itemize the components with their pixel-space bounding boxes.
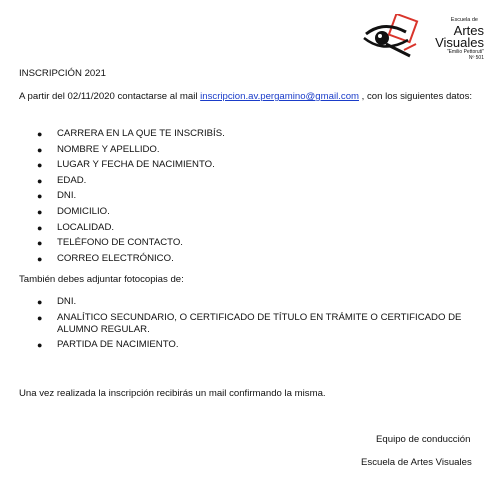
list-item-text: LUGAR Y FECHA DE NACIMIENTO. — [57, 159, 215, 171]
closing-paragraph: Una vez realizada la inscripción recibirás un mail confirmando la misma. — [19, 388, 326, 399]
list-item — [19, 339, 477, 355]
bullet-icon: ● — [37, 339, 43, 350]
logo-number-text: Nº 501 — [468, 54, 484, 61]
bullet-icon: ● — [37, 222, 43, 233]
bullet-icon: ● — [37, 129, 43, 139]
list-item-text: NOMBRE Y APELLIDO. — [57, 143, 160, 155]
list-item-text: CORREO ELECTRÓNICO. — [57, 252, 174, 264]
school-logo — [362, 14, 484, 64]
intro-paragraph — [19, 91, 479, 104]
logo-artes-text: Artes — [453, 22, 484, 38]
list-item-text: DNI. — [57, 296, 77, 307]
list-item — [19, 312, 477, 339]
list-item — [19, 253, 225, 269]
list-item-text: LOCALIDAD. — [57, 221, 115, 233]
list-item-text: TELÉFONO DE CONTACTO. — [57, 237, 183, 249]
list-item-text: EDAD. — [57, 174, 87, 186]
list-item — [19, 206, 225, 222]
list-item-text: CARRERA EN LA QUE TE INSCRIBÍS. — [57, 128, 225, 139]
intro-text-before: A partir del 02/11/2020 contactarse al mail — [19, 91, 201, 102]
logo-emilio-text: "Emilio Pettoruti" — [446, 48, 484, 55]
signature-line-1: Equipo de conducción — [376, 434, 471, 445]
logo-visuales-text: Visuales — [435, 34, 484, 50]
bullet-icon: ● — [37, 175, 43, 186]
list-item — [19, 222, 225, 238]
signature-line-2: Escuela de Artes Visuales — [361, 457, 472, 468]
bullet-icon: ● — [37, 191, 43, 202]
list-item — [19, 190, 225, 206]
documents-heading: También debes adjuntar fotocopias de: — [19, 274, 184, 285]
bullet-icon: ● — [37, 238, 43, 249]
documents-list — [19, 296, 477, 354]
list-item — [19, 128, 225, 144]
list-item — [19, 296, 477, 312]
page-title: INSCRIPCIÓN 2021 — [19, 68, 106, 79]
list-item — [19, 237, 225, 253]
list-item-text: PARTIDA DE NACIMIENTO. — [57, 338, 179, 350]
list-item — [19, 175, 225, 191]
requirements-list — [19, 128, 225, 268]
list-item-text: ANALÍTICO SECUNDARIO, O CERTIFICADO DE TÍTULO EN TRÁMITE O CERTIFICADO DE ALUMNO REGULAR. — [57, 311, 462, 335]
list-item — [19, 144, 225, 160]
bullet-icon: ● — [37, 206, 43, 217]
bullet-icon: ● — [37, 144, 43, 155]
list-item-text: DOMICILIO. — [57, 205, 110, 217]
intro-text-after: , con los siguientes datos: — [359, 91, 473, 102]
list-item — [19, 159, 225, 175]
list-item-text: DNI. — [57, 190, 77, 202]
eye-logo-icon — [362, 14, 422, 64]
email-link[interactable]: inscripcion.av.pergamino@gmail.com — [200, 91, 360, 102]
bullet-icon: ● — [37, 253, 43, 264]
bullet-icon: ● — [37, 297, 43, 307]
logo-escuela-text: Escuela de — [450, 17, 478, 23]
bullet-icon: ● — [37, 312, 43, 323]
bullet-icon: ● — [37, 160, 43, 171]
